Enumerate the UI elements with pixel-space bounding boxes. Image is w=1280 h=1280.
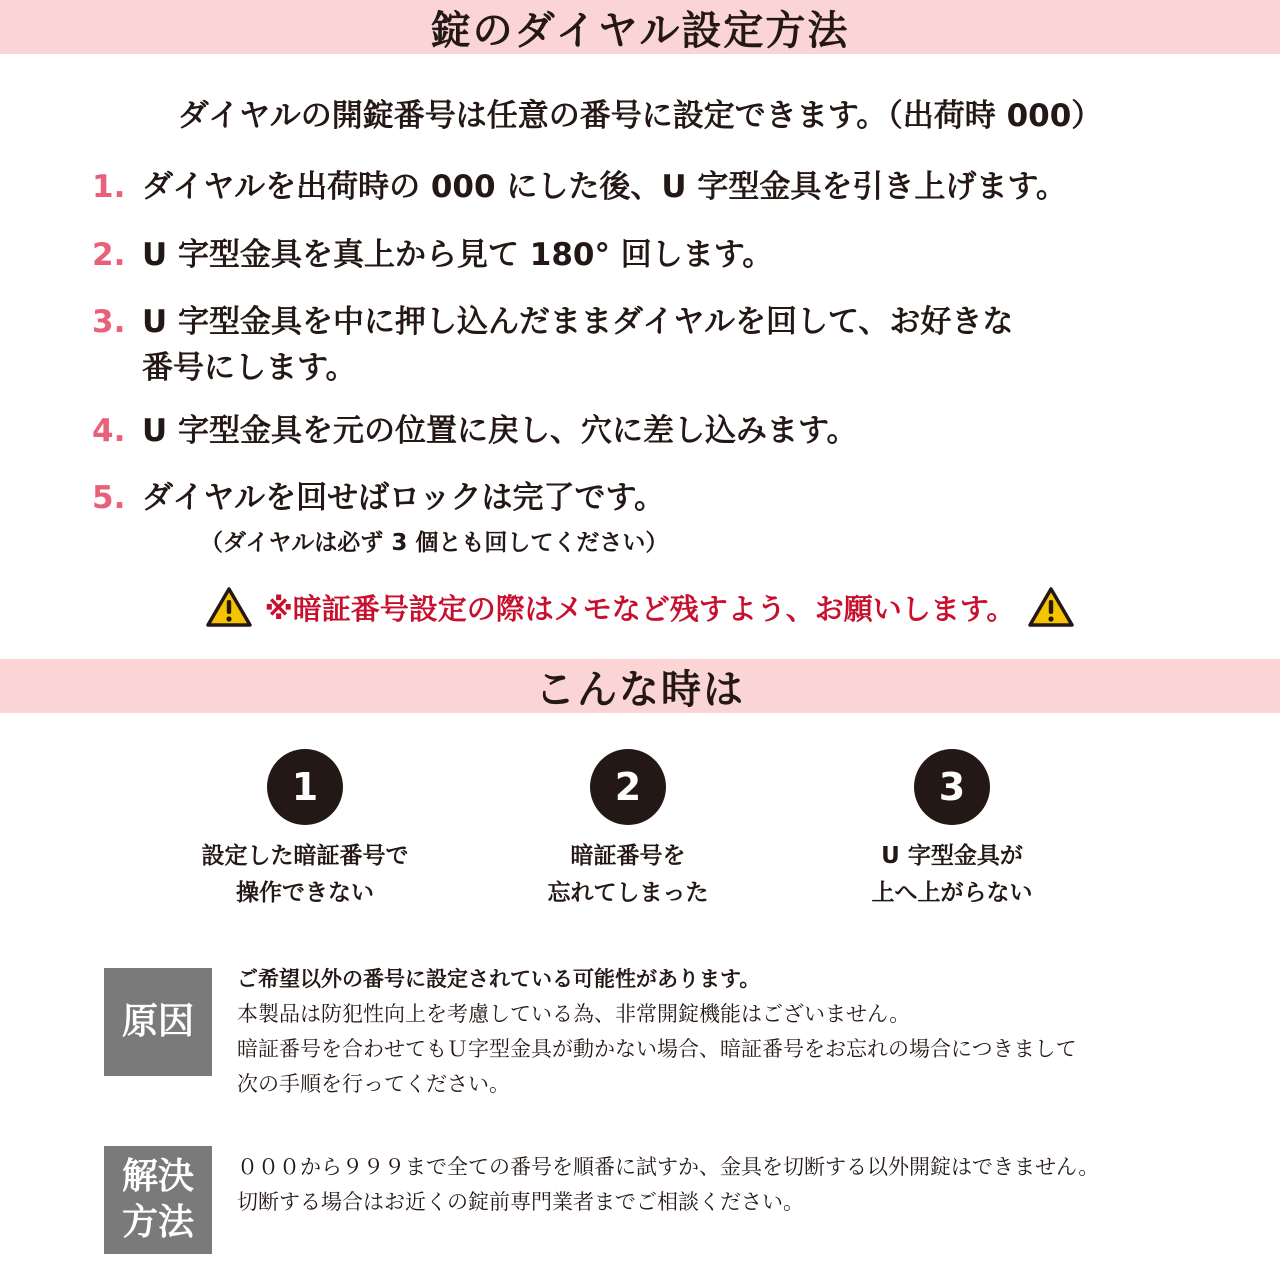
step-number: 3.: [92, 304, 126, 340]
solution-line: 切断する場合はお近くの錠前専門業者までご相談ください。: [237, 1190, 804, 1214]
step-text: ダイヤルを出荷時の 000 にした後、U 字型金具を引き上げます。: [142, 169, 1067, 205]
case-label: [145, 838, 465, 912]
section-header-dial-setting: [0, 0, 1280, 54]
step-text: U 字型金具を中に押し込んだままダイヤルを回して、お好きな: [142, 304, 1014, 340]
case-label-line: 上へ上がらない: [871, 880, 1033, 906]
solution-line: ０００から９９９まで全ての番号を順番に試すか、金具を切断する以外開錠はできません。: [237, 1155, 1100, 1179]
case-label-line: 操作できない: [236, 880, 374, 906]
warning-text: ※暗証番号設定の際はメモなど残すよう、お願いします。: [264, 591, 1016, 626]
intro-text: ダイヤルの開錠番号は任意の番号に設定できます。（出荷時 000）: [177, 98, 1103, 134]
step-text-continued: 番号にします。: [142, 350, 357, 386]
warning-triangle-icon: [205, 586, 253, 628]
cause-lead: ご希望以外の番号に設定されている可能性があります。: [237, 967, 761, 991]
step-item: [92, 299, 1242, 391]
cause-line: 暗証番号を合わせてもＵ字型金具が動かない場合、暗証番号をお忘れの場合につきまして: [237, 1037, 1077, 1061]
section-header-troubleshooting: [0, 659, 1280, 713]
solution-tag-label: 解決: [121, 1156, 194, 1197]
cause-paragraph: [237, 962, 1247, 1102]
step-text: ダイヤルを回せばロックは完了です。: [142, 480, 665, 516]
case-label-line: 設定した暗証番号で: [201, 843, 409, 869]
case-number-badge: 2: [590, 749, 666, 825]
step-number: 4.: [92, 413, 126, 449]
cause-line: 次の手順を行ってください。: [237, 1072, 510, 1096]
step-number: 1.: [92, 169, 126, 205]
solution-paragraph: [237, 1150, 1247, 1220]
solution-tag-label: 方法: [121, 1202, 194, 1243]
case-number-badge: 3: [914, 749, 990, 825]
step-item: [92, 232, 1242, 278]
case-label-line: 忘れてしまった: [547, 880, 709, 906]
case-label-line: 暗証番号を: [570, 843, 686, 869]
step-text: U 字型金具を元の位置に戻し、穴に差し込みます。: [142, 413, 858, 449]
step-text: U 字型金具を真上から見て 180° 回します。: [142, 237, 774, 273]
step-item: [92, 475, 1242, 521]
section-title: こんな時は: [535, 666, 745, 713]
warning-triangle-icon: [1027, 586, 1075, 628]
step-number: 2.: [92, 237, 126, 273]
step-number: 5.: [92, 480, 126, 516]
cause-tag-label: 原因: [121, 1001, 194, 1042]
section-title: 錠のダイヤル設定方法: [430, 7, 850, 54]
step-item: [92, 164, 1242, 210]
case-label: [468, 838, 788, 912]
case-label-line: U 字型金具が: [881, 843, 1023, 869]
step-item: [92, 408, 1242, 454]
step-note: （ダイヤルは必ず 3 個とも回してください）: [200, 530, 669, 556]
solution-tag: [104, 1146, 212, 1254]
cause-line: 本製品は防犯性向上を考慮している為、非常開錠機能はございません。: [237, 1002, 911, 1026]
case-label: [792, 838, 1112, 912]
warning-notice: [0, 586, 1280, 628]
cause-tag: [104, 968, 212, 1076]
case-number-badge: 1: [267, 749, 343, 825]
